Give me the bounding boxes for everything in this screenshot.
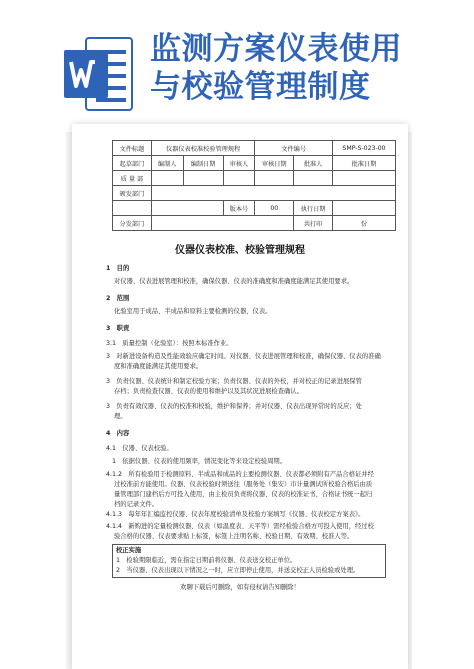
table-cell [151,186,395,201]
paragraph-line: 4.1 仪器、仪表校验。 [106,445,173,452]
document-title: 仪器仪表校准、校验管理规程 [175,245,305,256]
table-cell: 执行日期 [294,201,333,216]
table-cell [183,171,223,186]
section-heading: 4 内容 [106,430,130,437]
paragraph-line: 4.1.3 每年年汇编监控仪器、仪表年度校验清单及校验方案填写《仪器、仪表校定方案表》。 [106,511,365,518]
paragraph-line: 档的记录文件。 [114,501,159,508]
banner [0,0,474,120]
table-cell [151,201,223,216]
box-line: 1 检验期限临近，需在指定日期前将仪器、仪表送交校正单位。 [116,557,297,564]
paragraph-line: 3 负责仪器、仪表统计和制定校验方案；负责仪器、仪表的外校，并对校正的记录进展保管 [106,378,362,385]
banner-title-line-1: 监测方案仪表使用 [150,31,402,67]
document-page[interactable] [72,124,408,669]
table-cell: 批准日期 [333,156,396,171]
table-cell [151,216,293,231]
table-cell: 审核人 [223,156,255,171]
table-cell [113,201,152,216]
table-cell: 文件标题 [113,141,152,156]
table-cell: 质 量 部 [113,171,152,186]
paragraph-line: 3 对新进设备构造及性能效验应确定时间。对仪器、仪表进展管理和校准，确保仪器、仪表的准确 [106,353,381,360]
table-cell: 编制日期 [183,156,223,171]
paragraph-line: 4.1.2 所有检验用于检测原料、半成品和成品的主要检测仪器、仪表都必须附有产品合格证并经 [106,471,374,478]
table-cell [294,171,333,186]
table-row [113,156,396,171]
table-cell: 共打印 [294,216,333,231]
document-meta-table [112,140,396,231]
section-heading: 1 目的 [106,265,130,272]
banner-title [150,30,470,106]
table-cell: 00 [255,201,294,216]
word-document-icon [62,36,134,112]
table-cell [255,171,294,186]
section-heading: 2 范围 [106,295,130,302]
paragraph-line: 存档；负责检查仪器、仪表的使用和维护以及其状况进展检查确认。 [114,388,303,395]
paragraph-line: 量管理部门建档后方可投入使用，由主检员负责将仪器、仪表的校准证书、合格证书统一起归 [114,491,373,498]
table-cell: 版本号 [223,201,255,216]
table-row [113,216,396,231]
table-cell: 分发部门 [113,216,152,231]
box-line: 2 当仪器、仪表出现以下情况之一时，应立即停止使用，并送交校正人员检验或处理。 [116,567,360,574]
paragraph-line: 化验室用于成品、半成品和原料主要检测的仪器、仪表。 [114,308,272,315]
box-heading: 校正实施 [116,547,142,554]
table-row [113,141,396,156]
paragraph-line: 3 负责有效仪器、仪表的校准和校验，维护和保养；并对仪器、仪表出现异常时的反应；处 [106,403,362,410]
table-cell: 颁发部门 [113,186,152,201]
paragraph-line: 对仪器、仪表进展管理和校准，确保仪器、仪表的准确度和准确度能满足其使用要求。 [114,278,354,285]
banner-title-line-2: 与校验管理制度 [150,69,371,105]
paragraph-line: 4.1.4 新购进的定量检测仪器、仪表（如温度表、天平等）需经检验合格方可投入使用，经过校 [106,523,374,530]
table-cell: 起草部门 [113,156,152,171]
table-cell: 编制人 [151,156,183,171]
paragraph-line: 验合格的仪器、仪表要求贴上标签，标签上注明名称、校验日期、有效期、校准人等。 [114,533,354,540]
paragraph-line: 3.1 质量控制（化验室）：按照本标准作业。 [106,340,233,347]
table-cell [333,201,396,216]
table-cell [151,171,183,186]
section-heading: 3 职责 [106,325,130,332]
table-cell [223,171,255,186]
table-row [113,186,396,201]
paragraph-line: 度和准确度能满足其使用要求。 [114,363,203,370]
table-row [113,171,396,186]
paragraph-line: 理。 [114,413,127,420]
table-cell: 仪器仪表校准校验管理规程 [151,141,254,156]
paragraph-line: 1 依据仪器、仪表的使用频率，情况变化等来设定校验周期。 [112,458,287,465]
paragraph-line: 过校准前方能使用。仪器、仪表校验时须送往（服务处（集安）市计量测试所校验合格后由质 [114,481,373,488]
table-cell: 审核日期 [255,156,294,171]
table-cell: SMP-S-023-00 [333,141,396,156]
table-cell: 批准人 [294,156,333,171]
table-cell: 份 [333,216,396,231]
footer-note: 欢聊下载后可删除，如有侵权请告知删除！ [180,584,300,591]
table-cell: 文件编号 [255,141,333,156]
table-cell [333,171,396,186]
table-row [113,201,396,216]
